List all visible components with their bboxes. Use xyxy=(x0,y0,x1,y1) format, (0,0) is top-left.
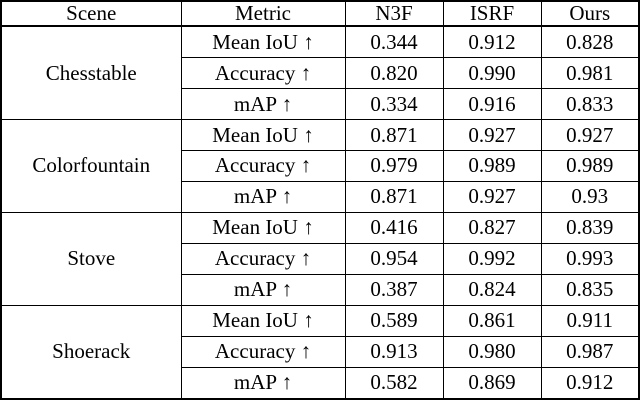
metric-label: Accuracy ↑ xyxy=(181,243,345,274)
value-ours: 0.912 xyxy=(541,367,639,399)
column-header-isrf: ISRF xyxy=(443,1,541,26)
value-isrf: 0.989 xyxy=(443,151,541,182)
scene-label-colorfountain: Colorfountain xyxy=(1,120,181,213)
metric-label: Mean IoU ↑ xyxy=(181,120,345,151)
value-isrf: 0.861 xyxy=(443,305,541,336)
value-isrf: 0.927 xyxy=(443,182,541,213)
metric-label: Accuracy ↑ xyxy=(181,58,345,89)
value-isrf: 0.827 xyxy=(443,212,541,243)
value-isrf: 0.869 xyxy=(443,367,541,399)
value-n3f: 0.820 xyxy=(345,58,443,89)
header-row xyxy=(1,1,639,26)
column-header-scene: Scene xyxy=(1,1,181,26)
value-isrf: 0.912 xyxy=(443,26,541,58)
value-n3f: 0.589 xyxy=(345,305,443,336)
value-ours: 0.911 xyxy=(541,305,639,336)
value-ours: 0.828 xyxy=(541,26,639,58)
metric-label: Mean IoU ↑ xyxy=(181,26,345,58)
value-n3f: 0.871 xyxy=(345,120,443,151)
table-row xyxy=(1,212,639,243)
table-body xyxy=(1,26,639,399)
table-row xyxy=(1,26,639,58)
value-n3f: 0.334 xyxy=(345,89,443,120)
value-ours: 0.981 xyxy=(541,58,639,89)
table-row xyxy=(1,305,639,336)
metric-label: Mean IoU ↑ xyxy=(181,305,345,336)
value-n3f: 0.954 xyxy=(345,243,443,274)
value-n3f: 0.871 xyxy=(345,182,443,213)
column-header-ours: Ours xyxy=(541,1,639,26)
scene-label-shoerack: Shoerack xyxy=(1,305,181,399)
value-isrf: 0.992 xyxy=(443,243,541,274)
value-isrf: 0.980 xyxy=(443,336,541,367)
value-ours: 0.927 xyxy=(541,120,639,151)
metric-label: Accuracy ↑ xyxy=(181,151,345,182)
value-ours: 0.993 xyxy=(541,243,639,274)
table-header xyxy=(1,1,639,26)
column-header-metric: Metric xyxy=(181,1,345,26)
metric-label: mAP ↑ xyxy=(181,367,345,399)
value-n3f: 0.913 xyxy=(345,336,443,367)
table-row xyxy=(1,120,639,151)
value-n3f: 0.387 xyxy=(345,274,443,305)
value-ours: 0.989 xyxy=(541,151,639,182)
value-ours: 0.839 xyxy=(541,212,639,243)
metric-label: Accuracy ↑ xyxy=(181,336,345,367)
column-header-n3f: N3F xyxy=(345,1,443,26)
value-isrf: 0.916 xyxy=(443,89,541,120)
metric-label: mAP ↑ xyxy=(181,182,345,213)
value-n3f: 0.416 xyxy=(345,212,443,243)
value-isrf: 0.927 xyxy=(443,120,541,151)
value-isrf: 0.990 xyxy=(443,58,541,89)
value-n3f: 0.582 xyxy=(345,367,443,399)
value-ours: 0.833 xyxy=(541,89,639,120)
value-ours: 0.835 xyxy=(541,274,639,305)
value-ours: 0.987 xyxy=(541,336,639,367)
scene-label-stove: Stove xyxy=(1,212,181,305)
scene-label-chesstable: Chesstable xyxy=(1,26,181,120)
value-ours: 0.93 xyxy=(541,182,639,213)
value-n3f: 0.344 xyxy=(345,26,443,58)
metric-label: Mean IoU ↑ xyxy=(181,212,345,243)
metric-label: mAP ↑ xyxy=(181,89,345,120)
value-isrf: 0.824 xyxy=(443,274,541,305)
value-n3f: 0.979 xyxy=(345,151,443,182)
metric-label: mAP ↑ xyxy=(181,274,345,305)
